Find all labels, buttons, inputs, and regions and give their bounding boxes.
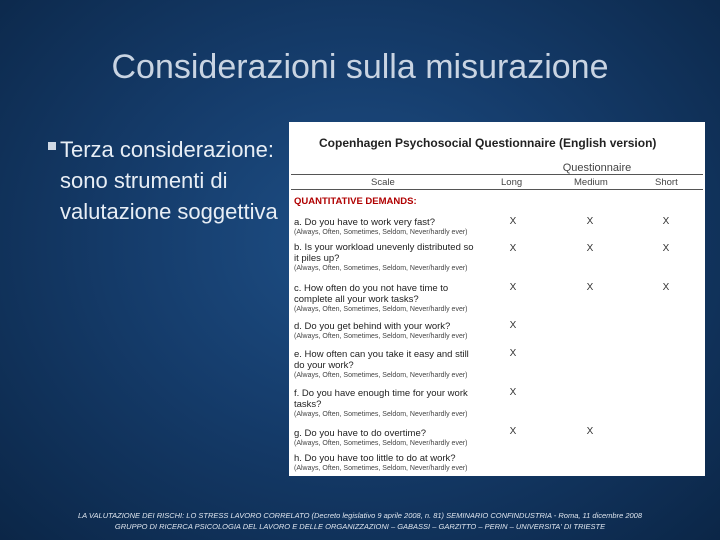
section-heading: QUANTITATIVE DEMANDS: xyxy=(294,196,417,207)
question-text: e. How often can you take it easy and still do your work? xyxy=(294,349,469,371)
mark-long: X xyxy=(509,216,517,227)
answer-options: (Always, Often, Sometimes, Seldom, Never/hardly ever) xyxy=(294,265,468,272)
question-text: d. Do you get behind with your work? xyxy=(294,321,451,332)
answer-options: (Always, Often, Sometimes, Seldom, Never/hardly ever) xyxy=(294,333,468,340)
mark-long: X xyxy=(509,282,517,293)
column-header-short: Short xyxy=(655,177,678,188)
mark-short: X xyxy=(662,243,670,254)
header-rule-bottom xyxy=(291,189,703,190)
footer-line-1: LA VALUTAZIONE DEI RISCHI: LO STRESS LAVORO CORRELATO (Decreto legislativo 9 aprile 2008, n. 81) SEMINARIO CONFINDUSTRIA - Roma, 11 dicembre 2008 xyxy=(77,511,643,520)
question-row xyxy=(294,283,474,314)
question-row xyxy=(294,428,474,448)
mark-long: X xyxy=(509,243,517,254)
column-header-scale: Scale xyxy=(371,177,395,188)
question-row xyxy=(294,217,474,237)
question-row xyxy=(294,349,474,380)
questionnaire-title: Copenhagen Psychosocial Questionnaire (English version) xyxy=(319,136,657,150)
question-text: g. Do you have to do overtime? xyxy=(294,428,427,439)
mark-medium: X xyxy=(586,216,594,227)
questionnaire-image xyxy=(289,122,705,476)
answer-options: (Always, Often, Sometimes, Seldom, Never/hardly ever) xyxy=(294,411,468,418)
answer-options: (Always, Often, Sometimes, Seldom, Never/hardly ever) xyxy=(294,372,468,379)
column-header-medium: Medium xyxy=(574,177,608,188)
mark-short: X xyxy=(662,216,670,227)
question-row xyxy=(294,453,474,473)
question-row xyxy=(294,388,474,419)
answer-options: (Always, Often, Sometimes, Seldom, Never/hardly ever) xyxy=(294,440,468,447)
mark-long: X xyxy=(509,387,517,398)
mark-long: X xyxy=(509,320,517,331)
mark-medium: X xyxy=(586,282,594,293)
mark-long: X xyxy=(509,426,517,437)
mark-long: X xyxy=(509,348,517,359)
question-row xyxy=(294,321,474,341)
questionnaire-group-header: Questionnaire xyxy=(562,162,632,174)
square-bullet-icon xyxy=(48,142,56,150)
question-text: h. Do you have too little to do at work? xyxy=(294,453,456,464)
question-text: b. Is your workload unevenly distributed so it piles up? xyxy=(294,242,474,264)
question-text: a. Do you have to work very fast? xyxy=(294,217,435,228)
header-rule-top xyxy=(291,174,703,175)
answer-options: (Always, Often, Sometimes, Seldom, Never/hardly ever) xyxy=(294,465,468,472)
footer xyxy=(0,510,720,532)
mark-short: X xyxy=(662,282,670,293)
question-text: c. How often do you not have time to complete all your work tasks? xyxy=(294,283,449,305)
mark-medium: X xyxy=(586,243,594,254)
question-text: f. Do you have enough time for your work tasks? xyxy=(294,388,468,410)
answer-options: (Always, Often, Sometimes, Seldom, Never/hardly ever) xyxy=(294,229,468,236)
bullet-item xyxy=(48,134,288,227)
mark-medium: X xyxy=(586,426,594,437)
slide-title: Considerazioni sulla misurazione xyxy=(111,48,609,86)
bullet-text: Terza considerazione: sono strumenti di valutazione soggettiva xyxy=(60,137,278,224)
column-header-long: Long xyxy=(501,177,523,188)
answer-options: (Always, Often, Sometimes, Seldom, Never/hardly ever) xyxy=(294,306,468,313)
question-row xyxy=(294,242,474,273)
footer-line-2: GRUPPO DI RICERCA PSICOLOGIA DEL LAVORO E DELLE ORGANIZZAZIONI – GABASSI – GARZITTO – PERIN – UNIVERSITA' DI TRIESTE xyxy=(114,522,606,531)
